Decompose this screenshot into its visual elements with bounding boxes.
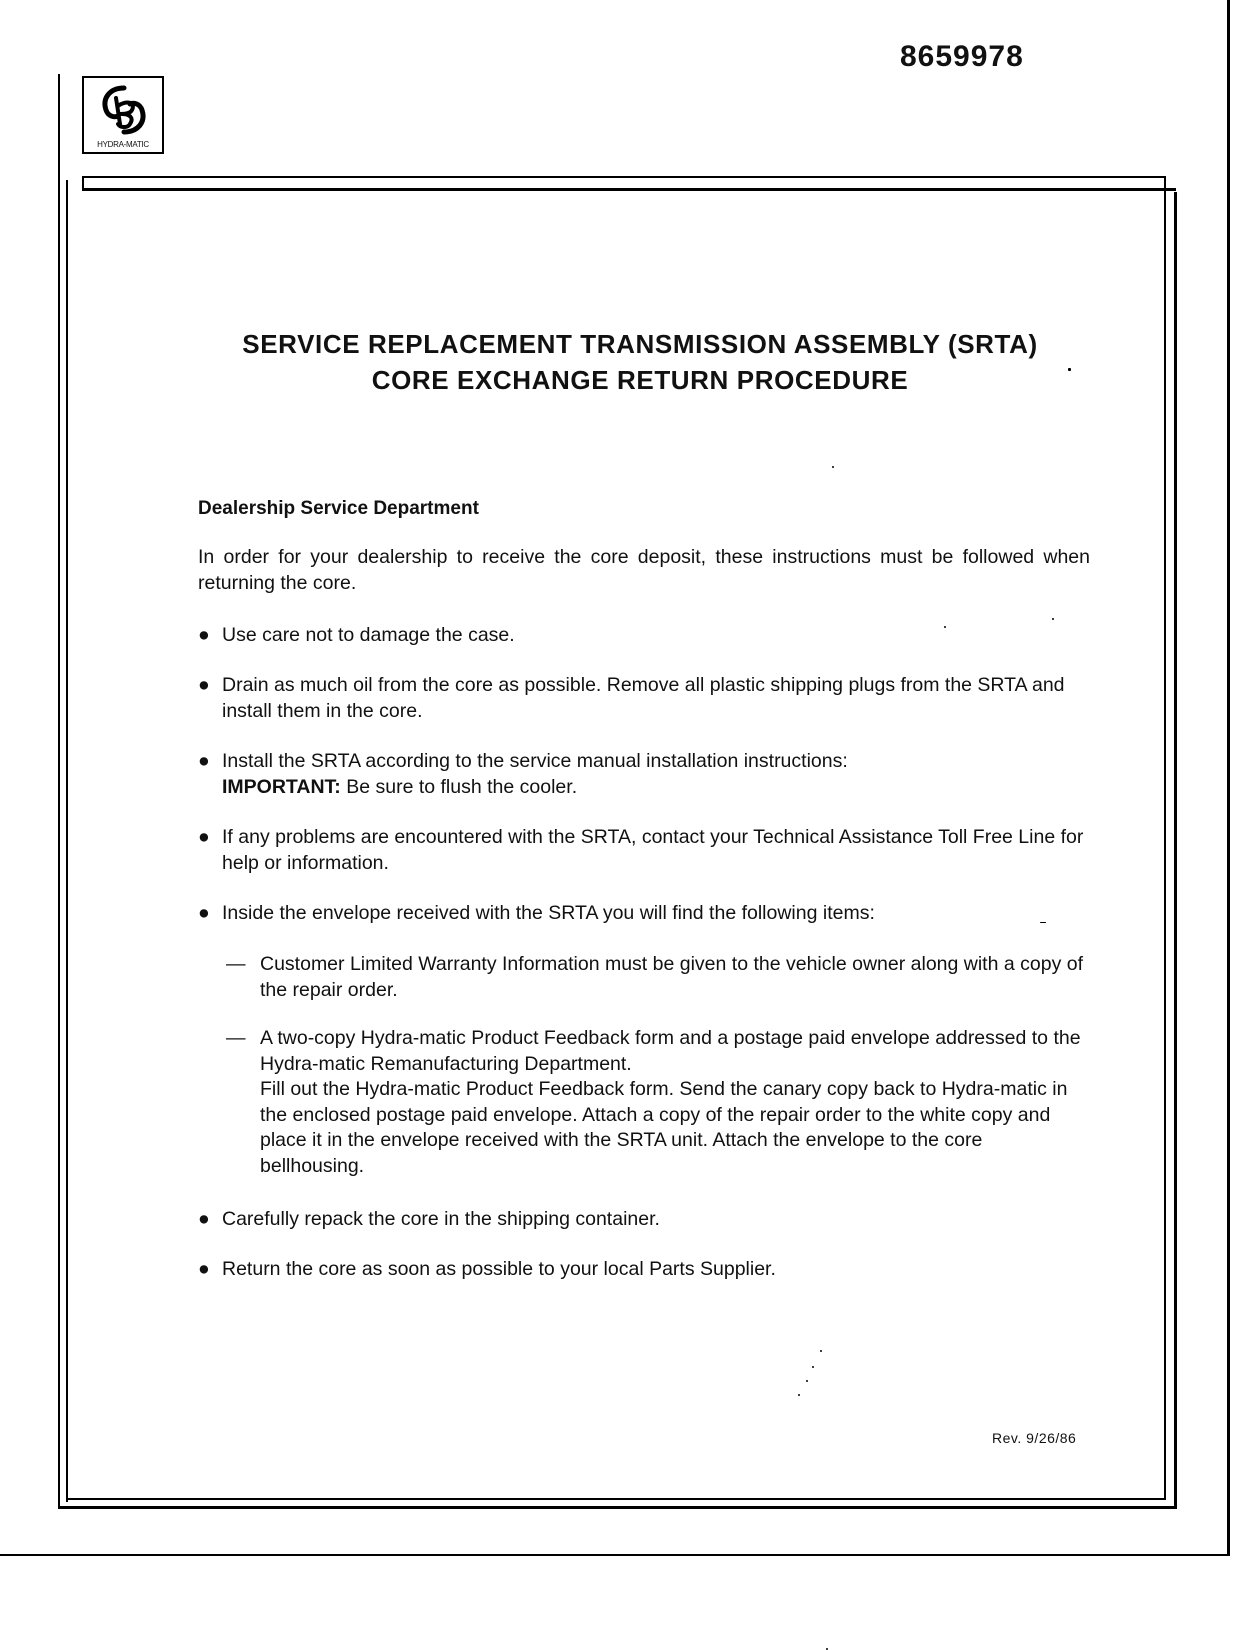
frame-line [58,74,60,1508]
sub-list-item [226,1026,1090,1179]
dash-icon: — [226,953,246,975]
scan-speck [820,1350,822,1352]
document-number: 8659978 [900,40,1024,73]
list-item-text: Use care not to damage the case. [222,624,515,646]
important-text: Be sure to flush the cooler. [346,776,578,798]
list-item [198,824,1090,876]
bullet-icon: ● [198,826,210,848]
list-item-text: If any problems are encountered with the SRTA, contact your Technical Assistance Toll Free Line for help or information. [222,826,1084,874]
section-heading: Dealership Service Department [198,498,479,519]
bullet-icon: ● [198,674,210,696]
list-item [198,748,1090,800]
list-item-text: Drain as much oil from the core as possible. Remove all plastic shipping plugs from the SRTA and install them in the core. [222,674,1065,722]
scan-speck [1040,922,1046,923]
scan-speck [1052,618,1054,620]
list-item [198,1206,1090,1232]
frame-line [1174,192,1177,1509]
bullet-icon: ● [198,902,210,924]
logo-text: HYDRA-MATIC [97,140,149,149]
hydra-matic-logo-icon [98,84,150,136]
list-item [198,672,1090,724]
list-item [198,900,1090,926]
bullet-icon: ● [198,1208,210,1230]
scan-speck [798,1394,800,1396]
frame-line [82,188,1176,191]
sub-list-item-text: Fill out the Hydra-matic Product Feedback form. Send the canary copy back to Hydra-matic in the enclosed postage paid envelope. Attach a copy of the repair order to the white copy and place it in the envelope received with the SRTA unit. Attach the envelope to the core bellhousing. [260,1078,1068,1177]
sub-list-item-text: A two-copy Hydra-matic Product Feedback form and a postage paid envelope addressed to the Hydra-matic Remanufacturing Department. [260,1027,1081,1075]
frame-line [82,176,84,190]
important-label: IMPORTANT: [222,776,341,798]
frame-line [66,1498,1166,1500]
scan-speck [806,1380,808,1382]
logo [82,76,164,154]
intro-paragraph: In order for your dealership to receive the core deposit, these instructions must be followed when returning the core. [198,546,1090,594]
frame-line [1164,176,1166,1500]
bullet-icon: ● [198,1258,210,1280]
frame-line [58,1506,1176,1509]
scan-speck [812,1366,814,1368]
list-item [198,622,1090,648]
revision-date: Rev. 9/26/86 [992,1430,1077,1446]
page-title [200,326,1080,398]
sub-list-item [226,952,1090,1003]
scan-speck [944,626,946,628]
title-line: SERVICE REPLACEMENT TRANSMISSION ASSEMBLY (SRTA) [242,329,1038,359]
bullet-icon: ● [198,750,210,772]
list-item [198,1256,1090,1282]
dash-icon: — [226,1027,246,1049]
important-note [222,774,1090,800]
title-line: CORE EXCHANGE RETURN PROCEDURE [371,365,909,395]
bullet-icon: ● [198,624,210,646]
list-item-text: Carefully repack the core in the shipping container. [222,1208,660,1230]
list-item-text: Inside the envelope received with the SRTA you will find the following items: [222,902,875,924]
scan-speck [1068,368,1071,371]
frame-line [66,180,68,1502]
sub-list-item-text: Customer Limited Warranty Information must be given to the vehicle owner along with a copy of the repair order. [260,953,1083,1001]
list-item-text: Return the core as soon as possible to your local Parts Supplier. [222,1258,776,1280]
list-item-text: Install the SRTA according to the service manual installation instructions: [222,750,848,772]
scan-speck [832,466,834,468]
frame-line [82,176,1166,178]
